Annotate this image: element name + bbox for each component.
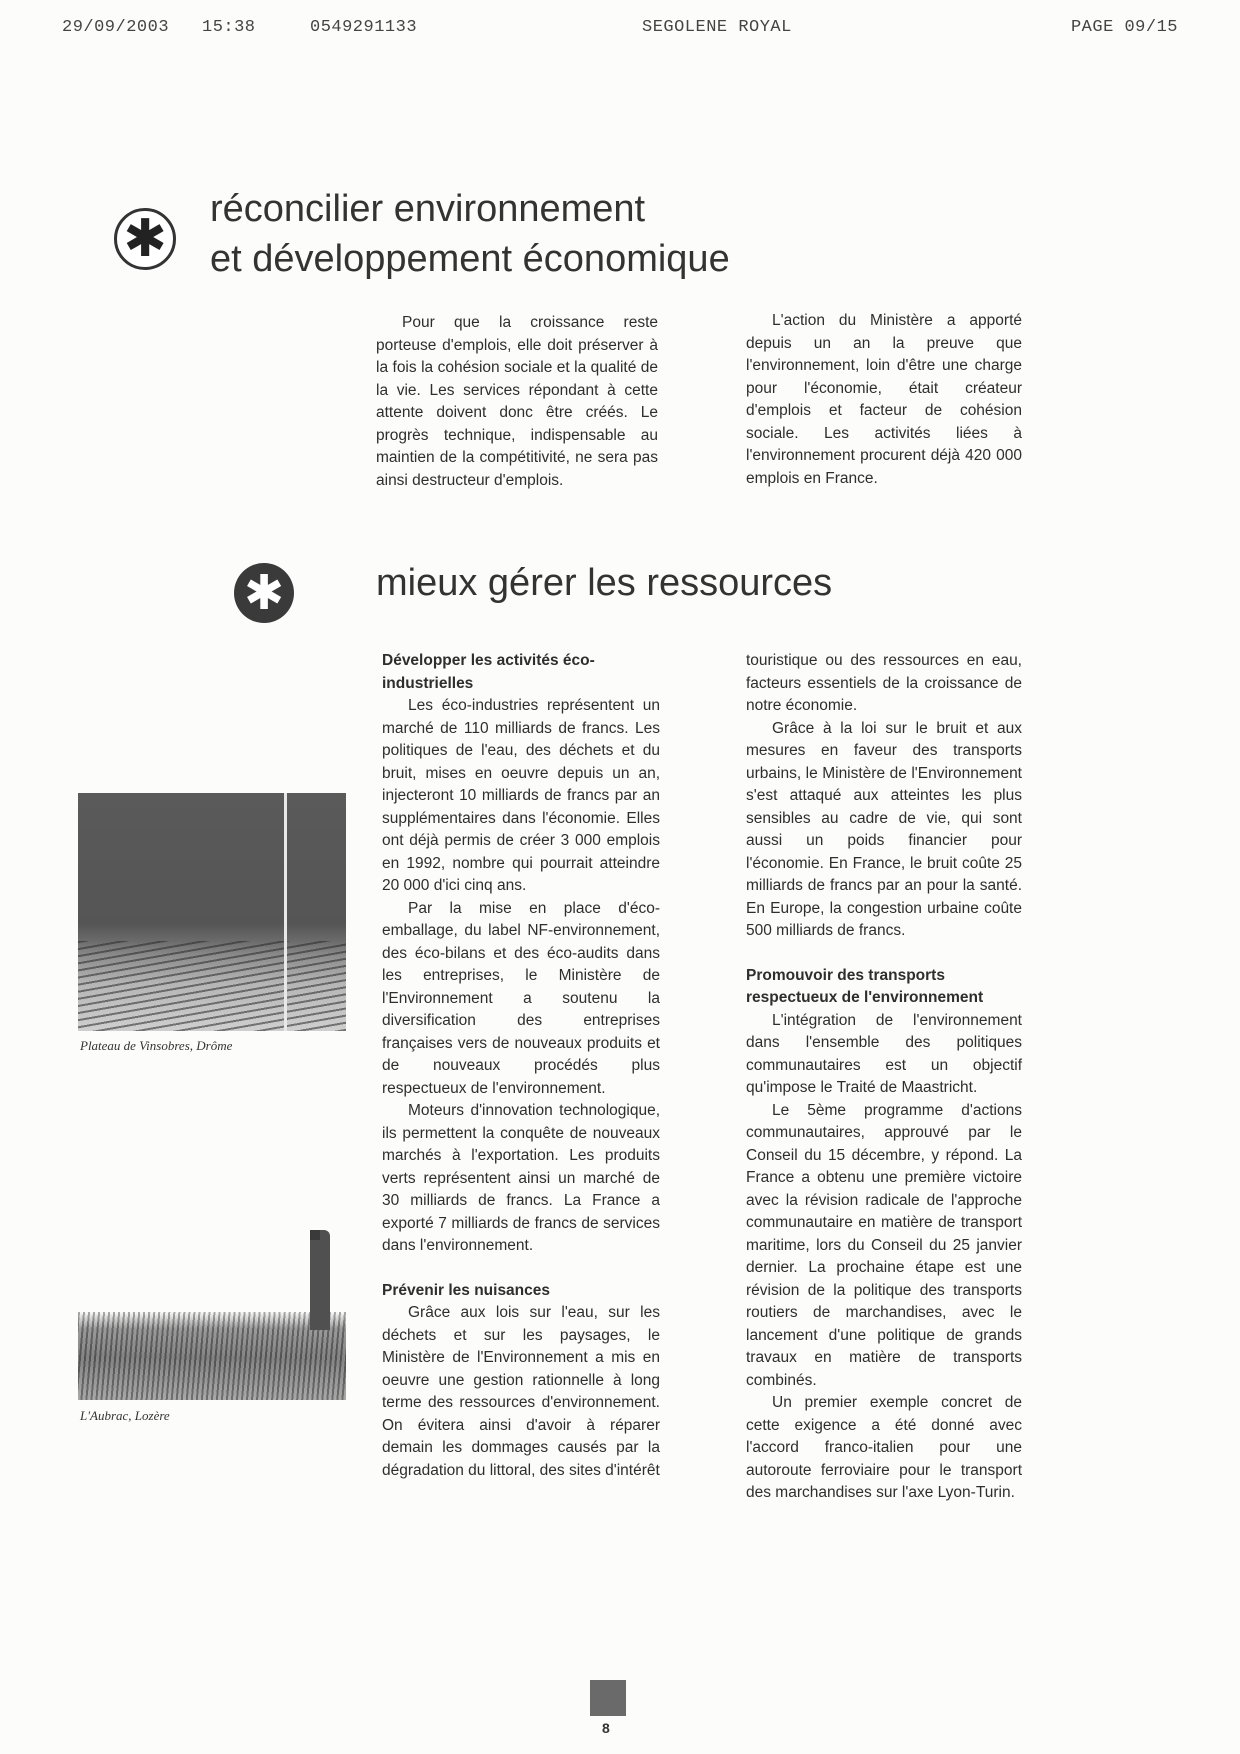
intro-paragraph-left: Pour que la croissance reste porteuse d'emplois, elle doit préserver à la fois la cohésion sociale et la qualité de la vie. Les services répondant à cette attente doivent donc être créés. Le progrès technique, indispensable au maintien de la compétitivité, ne sera pas ainsi destructeur d'emplois. bbox=[376, 314, 658, 489]
fax-header bbox=[62, 18, 1178, 42]
paragraph: Grâce aux lois sur l'eau, sur les déchets et sur les paysages, le Ministère de l'Environnement a mis en oeuvre une gestion rationnelle à long terme des ressources d'environnement. On évitera ainsi d'avoir à réparer demain les dommages causés par la dégradation du littoral, des sites d'intérêt bbox=[382, 1304, 660, 1479]
paragraph: Le 5ème programme d'actions communautaires, approuvé par le Conseil du 15 décembre, y répond. La France a obtenu une première victoire avec la révision radicale de l'approche communautaire en matière de transport maritime, lors du Conseil du 25 janvier dernier. La prochaine étape est une révision de la politique des transports routiers de marchandises, avec le lancement d'une politique de grands travaux en matière de transports combinés. bbox=[746, 1101, 1022, 1389]
title-line-2: et développement économique bbox=[210, 238, 730, 280]
intro-column-left bbox=[376, 312, 658, 492]
fax-page: PAGE 09/15 bbox=[1070, 18, 1178, 37]
photo-landscape-texture bbox=[78, 1312, 346, 1400]
asterisk-icon: ✱ bbox=[234, 563, 294, 623]
photo-caption-aubrac: L'Aubrac, Lozère bbox=[80, 1408, 170, 1423]
fax-date: 29/09/2003 bbox=[62, 18, 170, 37]
paragraph: Par la mise en place d'éco-emballage, du label NF-environnement, des éco-bilans et des éco-audits dans les entreprises, le Ministère de l'Environnement a soutenu la diversification des entreprises françaises vers de nouveaux produits et de nouveaux procédés plus respectueux de l'environnement. bbox=[382, 899, 660, 1097]
asterisk-icon: ✱ bbox=[114, 208, 176, 270]
subheading-nuisances: Prévenir les nuisances bbox=[382, 1281, 551, 1299]
paragraph: touristique ou des ressources en eau, facteurs essentiels de la croissance de notre économie. bbox=[746, 652, 1022, 714]
fax-phone: 0549291133 bbox=[310, 18, 418, 37]
photo-divider bbox=[284, 793, 287, 1031]
title-line-1: réconcilier environnement bbox=[210, 188, 646, 230]
paragraph: Les éco-industries représentent un marché de 110 milliards de francs. Les politiques de l'eau, des déchets et du bruit, mises en oeuvre depuis un an, injecteront 10 milliards de francs par an supplémentaires dans l'économie. Elles ont déjà permis de créer 3 000 emplois en 1992, nombre qui pourrait atteindre 20 000 d'ici cinq ans. bbox=[382, 697, 660, 894]
intro-paragraph-right: L'action du Ministère a apporté depuis un an la preuve que l'environnement, loin d'être une charge pour l'économie, était créateur d'emplois et facteur de cohésion sociale. Les activités liées à l'environnement procurent déjà 420 000 emplois en France. bbox=[746, 312, 1022, 487]
body-column-left bbox=[382, 650, 660, 1482]
section-title-ressources: mieux gérer les ressources bbox=[376, 562, 833, 604]
photo-tower bbox=[310, 1230, 330, 1330]
paragraph: Un premier exemple concret de cette exigence a été donné avec l'accord franco-italien pour une autoroute ferroviaire pour le transport des marchandises sur l'axe Lyon-Turin. bbox=[746, 1394, 1022, 1501]
subheading-transports: Promouvoir des transports respectueux de l'environnement bbox=[746, 966, 984, 1006]
paragraph: L'intégration de l'environnement dans l'ensemble des politiques communautaires est un objectif qu'impose le Traité de Maastricht. bbox=[746, 1011, 1022, 1096]
section-title-reconcilier bbox=[210, 184, 910, 284]
photo-vinsobres bbox=[78, 793, 346, 1031]
photo-aubrac bbox=[78, 1230, 346, 1400]
paragraph: Moteurs d'innovation technologique, ils permettent la conquête de nouveaux marchés à l'exportation. Les produits verts représentent ainsi un marché de 30 milliards de francs. La France a exporté 7 milliards de francs de services dans l'environnement. bbox=[382, 1102, 660, 1254]
photo-tower-top bbox=[310, 1230, 320, 1240]
paragraph: Grâce à la loi sur le bruit et aux mesures en faveur des transports urbains, le Ministère de l'Environnement s'est attaqué aux atteintes les plus sensibles au cadre de vie, qui sont aussi un poids financier pour l'économie. En France, le bruit coûte 25 milliards de francs par an pour la santé. En Europe, la congestion urbaine coûte 500 milliards de francs. bbox=[746, 719, 1022, 939]
photo-caption-vinsobres: Plateau de Vinsobres, Drôme bbox=[80, 1038, 233, 1053]
subheading-eco-industrielles: Développer les activités éco-industrielles bbox=[382, 652, 595, 692]
fax-time: 15:38 bbox=[202, 18, 256, 37]
photo-vineyard-rows bbox=[78, 941, 346, 1031]
fax-sender: SEGOLENE ROYAL bbox=[642, 18, 792, 37]
page-number: 8 bbox=[602, 1720, 610, 1736]
footer-square bbox=[590, 1680, 626, 1716]
intro-column-right bbox=[746, 310, 1022, 490]
body-column-right bbox=[746, 650, 1022, 1505]
